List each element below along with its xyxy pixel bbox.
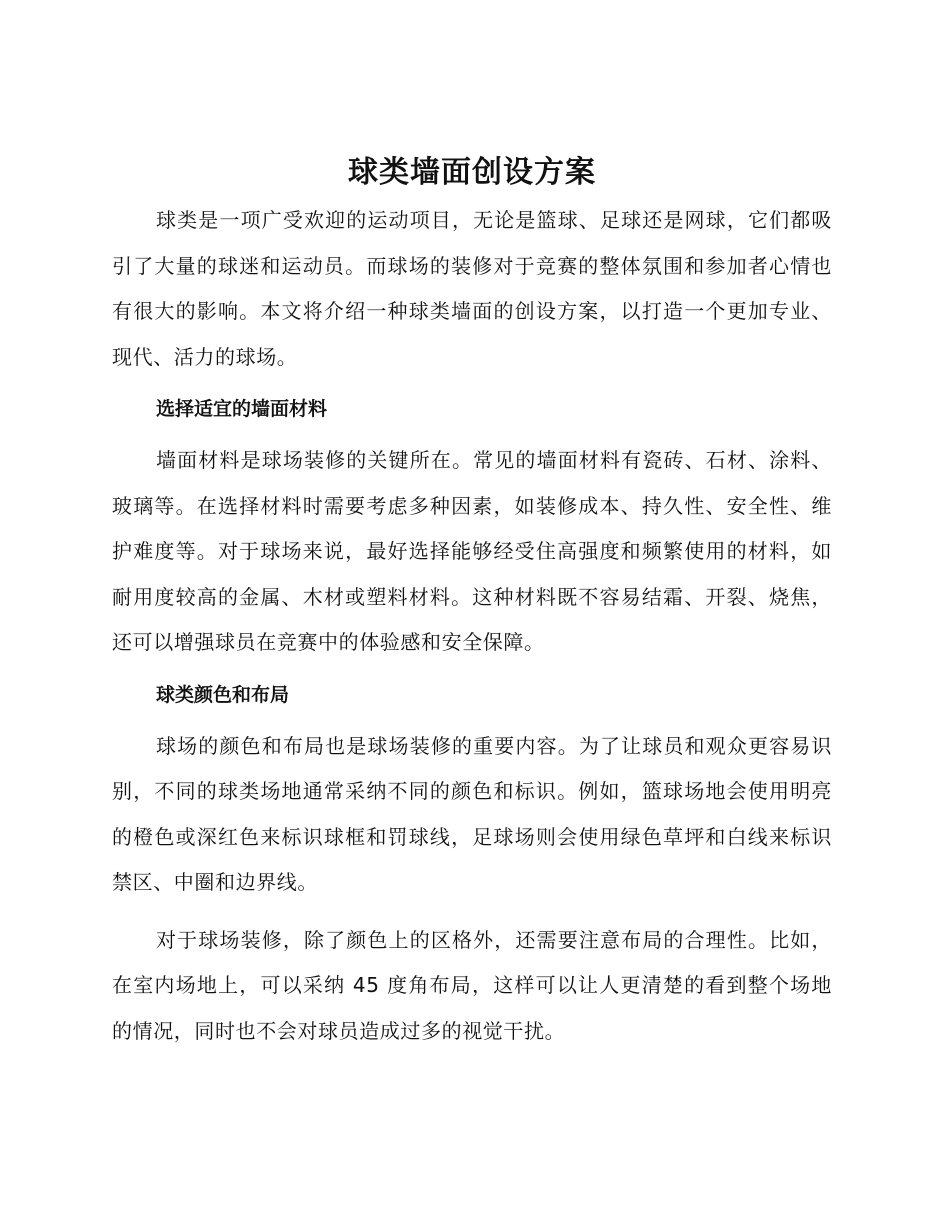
section-heading-colors-layout: 球类颜色和布局 <box>156 683 290 706</box>
section-heading-materials: 选择适宜的墙面材料 <box>156 398 328 420</box>
intro-paragraph: 球类是一项广受欢迎的运动项目，无论是篮球、足球还是网球，它们都吸引了大量的球迷和运动员。而球场的装修对于竞赛的整体氛围和参加者心情也有很大的影响。本文将介绍一种球类墙面的创设方案，以打造一个更加专业、现代、活力的球场。 <box>112 208 832 369</box>
colors-paragraph: 球场的颜色和布局也是球场装修的重要内容。为了让球员和观众更容易识别，不同的球类场地通常采纳不同的颜色和标识。例如，篮球场地会使用明亮的橙色或深红色来标识球框和罚球线，足球场则会使用绿色草坪和白线来标识禁区、中圈和边界线。 <box>112 733 832 894</box>
materials-paragraph: 墙面材料是球场装修的关键所在。常见的墙面材料有瓷砖、石材、涂料、玻璃等。在选择材料时需要考虑多种因素，如装修成本、持久性、安全性、维护难度等。对于球场来说，最好选择能够经受住高强度和频繁使用的材料，如耐用度较高的金属、木材或塑料材料。这种材料既不容易结霜、开裂、烧焦，还可以增强球员在竞赛中的体验感和安全保障。 <box>112 448 832 654</box>
document-body <box>112 150 832 1054</box>
document-title: 球类墙面创设方案 <box>348 155 596 190</box>
layout-paragraph: 对于球场装修，除了颜色上的区格外，还需要注意布局的合理性。比如，在室内场地上，可以采纳 45 度角布局，这样可以让人更清楚的看到整个场地的情况，同时也不会对球员造成过多的视觉干扰。 <box>112 927 832 1043</box>
